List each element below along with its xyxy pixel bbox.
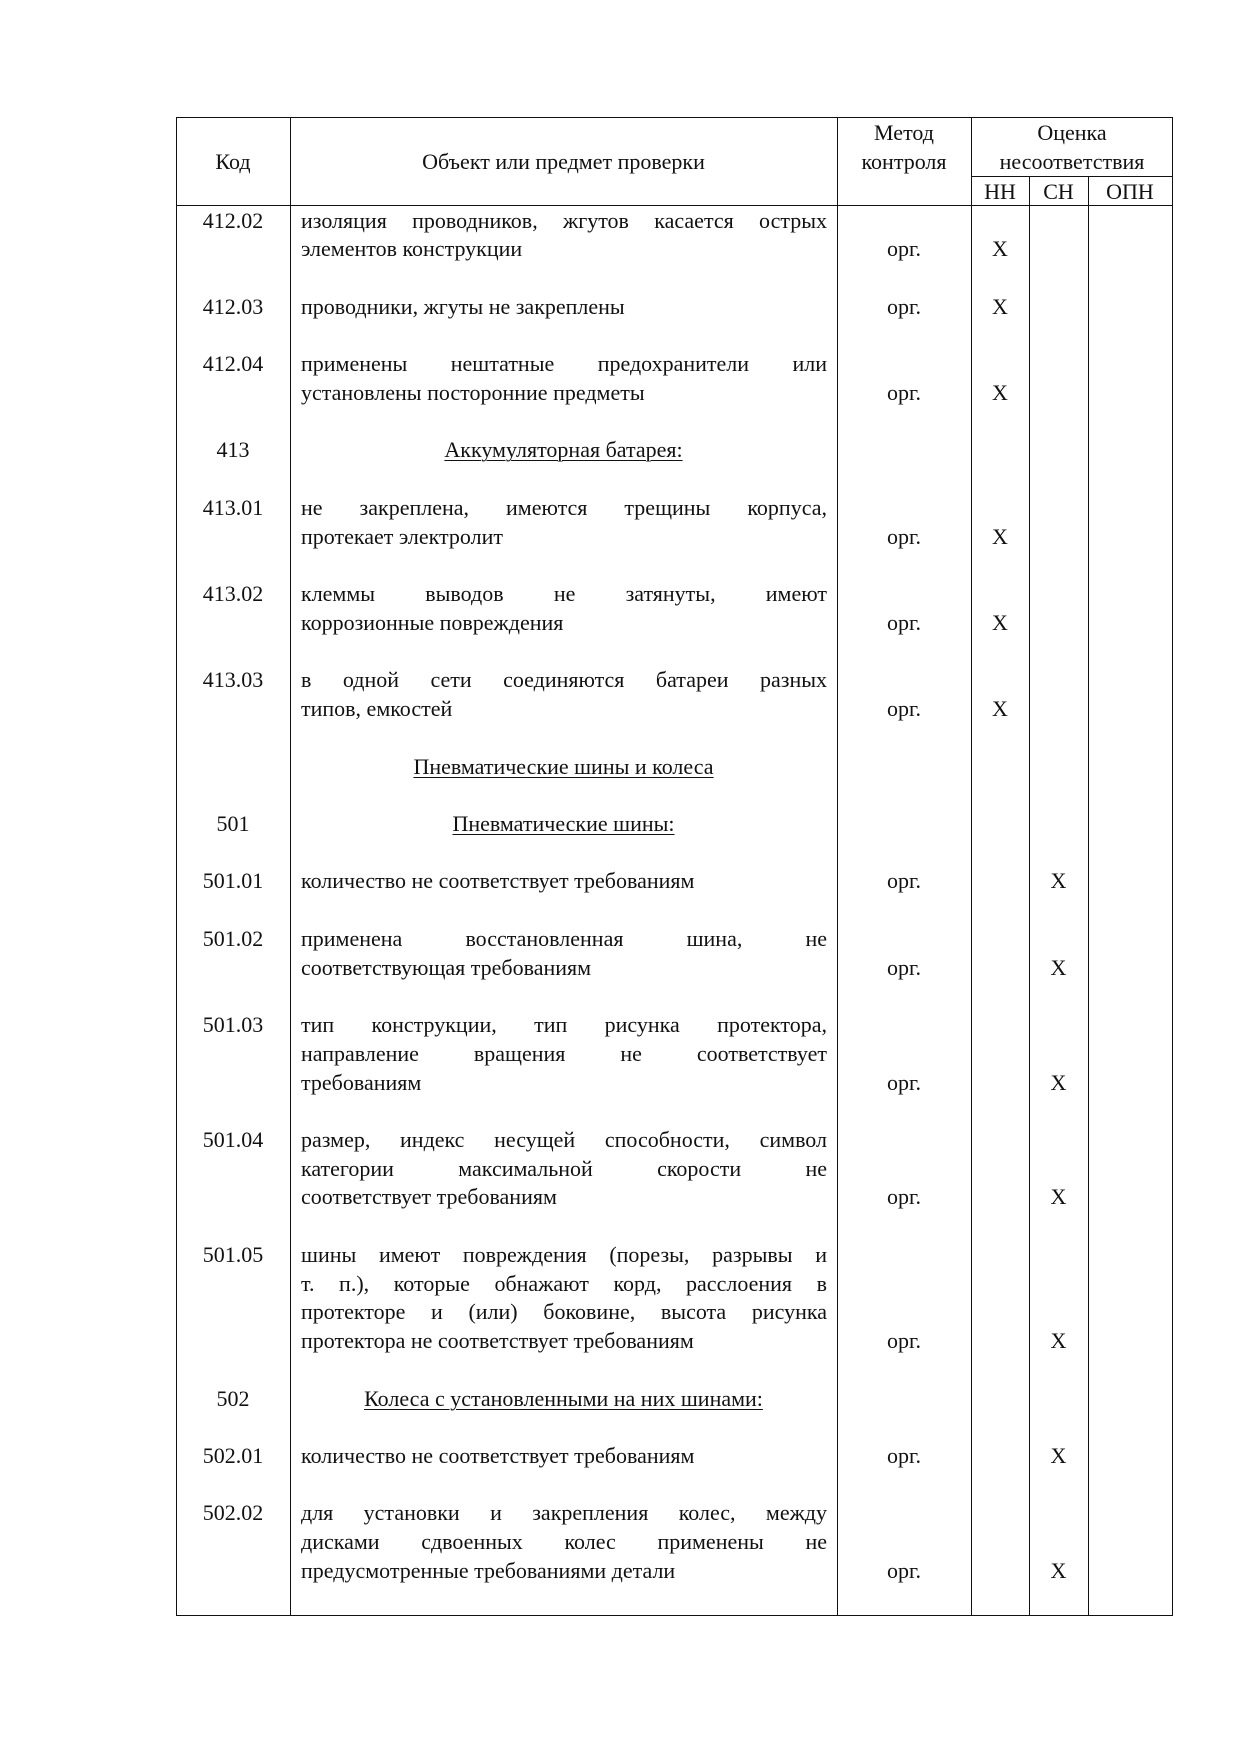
row-description-line: применена восстановленная шина, не [301, 925, 827, 951]
nonconformity-mark-sn: X [1050, 1184, 1067, 1210]
row-method: орг. [886, 1328, 922, 1354]
row-description-line: элементов конструкции [301, 236, 523, 262]
nonconformity-mark-sn: X [1050, 1069, 1067, 1095]
row-description-line: протекторе и (или) боковине, высота рисунка [301, 1299, 827, 1325]
header-assessment-line2: несоответствия [999, 149, 1145, 174]
row-code: 412.03 [202, 293, 264, 319]
section-heading [290, 810, 837, 839]
row-description-line: т. п.), которые обнажают корд, расслоения в [301, 1270, 827, 1296]
nonconformity-mark-sn: X [1050, 954, 1067, 980]
nonconformity-mark-sn: X [1050, 1328, 1067, 1354]
row-method: орг. [886, 609, 922, 635]
nonconformity-mark-nn: X [992, 696, 1008, 722]
section-heading [290, 753, 837, 782]
section-heading-text: Колеса с установленными на них шинами: [364, 1385, 763, 1411]
row-code: 502.02 [202, 1500, 264, 1526]
header-assessment-line1: Оценка [1037, 120, 1107, 145]
row-description-line: направление вращения не соответствует [301, 1040, 827, 1066]
row-method: орг. [886, 293, 922, 319]
header-col-opn: ОПН [1106, 179, 1154, 204]
header-object: Объект или предмет проверки [422, 149, 705, 174]
row-description-line: дисками сдвоенных колес применены не [301, 1529, 827, 1555]
table-bottom-border [176, 1615, 1173, 1616]
row-code: 501.05 [202, 1241, 264, 1267]
row-method: орг. [886, 868, 922, 894]
nonconformity-mark-sn: X [1050, 1557, 1067, 1583]
table-right-border [1172, 117, 1173, 1616]
nonconformity-mark-nn: X [992, 380, 1008, 405]
row-description-line: типов, емкостей [301, 696, 453, 722]
row-code: 413.03 [202, 667, 264, 693]
section-heading [290, 1385, 837, 1414]
row-method: орг. [886, 1184, 922, 1210]
header-col-nn: НН [984, 179, 1016, 204]
row-code: 501.04 [202, 1126, 264, 1152]
row-description-line: установлены посторонние предметы [301, 380, 645, 405]
section-heading [290, 436, 837, 465]
row-code: 413.01 [202, 494, 264, 520]
row-description-line: категории максимальной скорости не [301, 1155, 827, 1181]
row-code: 412.02 [202, 207, 264, 233]
row-method: орг. [886, 380, 922, 405]
row-description-line: протектора не соответствует требованиям [301, 1328, 694, 1354]
row-description-line: в одной сети соединяются батареи разных [301, 667, 827, 693]
nonconformity-mark-nn: X [992, 293, 1008, 319]
row-description-line: тип конструкции, тип рисунка протектора, [301, 1012, 827, 1038]
row-description-line: размер, индекс несущей способности, символ [301, 1126, 827, 1152]
row-code: 413 [216, 437, 250, 463]
row-code: 501.03 [202, 1012, 264, 1038]
row-code: 502.01 [202, 1443, 264, 1469]
row-method: орг. [886, 954, 922, 980]
row-description-line: количество не соответствует требованиям [301, 868, 695, 894]
row-description-line: шины имеют повреждения (порезы, разрывы и [301, 1241, 827, 1267]
header-method-line2: контроля [861, 149, 947, 174]
row-description-line: коррозионные повреждения [301, 609, 564, 635]
row-method: орг. [886, 236, 922, 262]
nonconformity-mark-nn: X [992, 236, 1008, 262]
sn-column-divider [1088, 176, 1089, 1616]
row-description-line: предусмотренные требованиями детали [301, 1557, 676, 1583]
row-code: 413.02 [202, 581, 264, 607]
row-code: 412.04 [202, 351, 264, 377]
row-method: орг. [886, 523, 922, 549]
section-heading-text: Аккумуляторная батарея: [444, 437, 683, 463]
nonconformity-mark-sn: X [1050, 1443, 1067, 1469]
header-col-sn: СН [1043, 179, 1074, 204]
nonconformity-mark-nn: X [992, 523, 1008, 549]
nonconformity-mark-sn: X [1050, 868, 1067, 894]
row-method: орг. [886, 1557, 922, 1583]
row-method: орг. [886, 696, 922, 722]
row-description-line: применены нештатные предохранители или [301, 351, 827, 377]
section-heading-text: Пневматические шины и колеса [413, 753, 714, 779]
section-heading-text: Пневматические шины: [452, 810, 675, 836]
method-column-divider [971, 117, 972, 1616]
header-method-line1: Метод [874, 120, 934, 145]
row-description-line: для установки и закрепления колес, между [301, 1500, 827, 1526]
row-description-line: соответствующая требованиям [301, 954, 592, 980]
header-code: Код [215, 149, 251, 174]
row-description-line: соответствует требованиям [301, 1184, 557, 1210]
row-code: 501.01 [202, 868, 264, 894]
nonconformity-mark-nn: X [992, 609, 1008, 635]
row-description-line: протекает электролит [301, 523, 504, 549]
row-code: 502 [216, 1385, 250, 1411]
row-description-line: проводники, жгуты не закреплены [301, 293, 625, 319]
row-description-line: изоляция проводников, жгутов касается острых [301, 207, 827, 233]
row-description-line: требованиям [301, 1069, 422, 1095]
row-description-line: клеммы выводов не затянуты, имеют [301, 581, 827, 607]
row-method: орг. [886, 1069, 922, 1095]
row-method: орг. [886, 1443, 922, 1469]
row-description-line: количество не соответствует требованиям [301, 1443, 695, 1469]
row-code: 501.02 [202, 925, 264, 951]
row-description-line: не закреплена, имеются трещины корпуса, [301, 494, 827, 520]
row-code: 501 [216, 810, 250, 836]
